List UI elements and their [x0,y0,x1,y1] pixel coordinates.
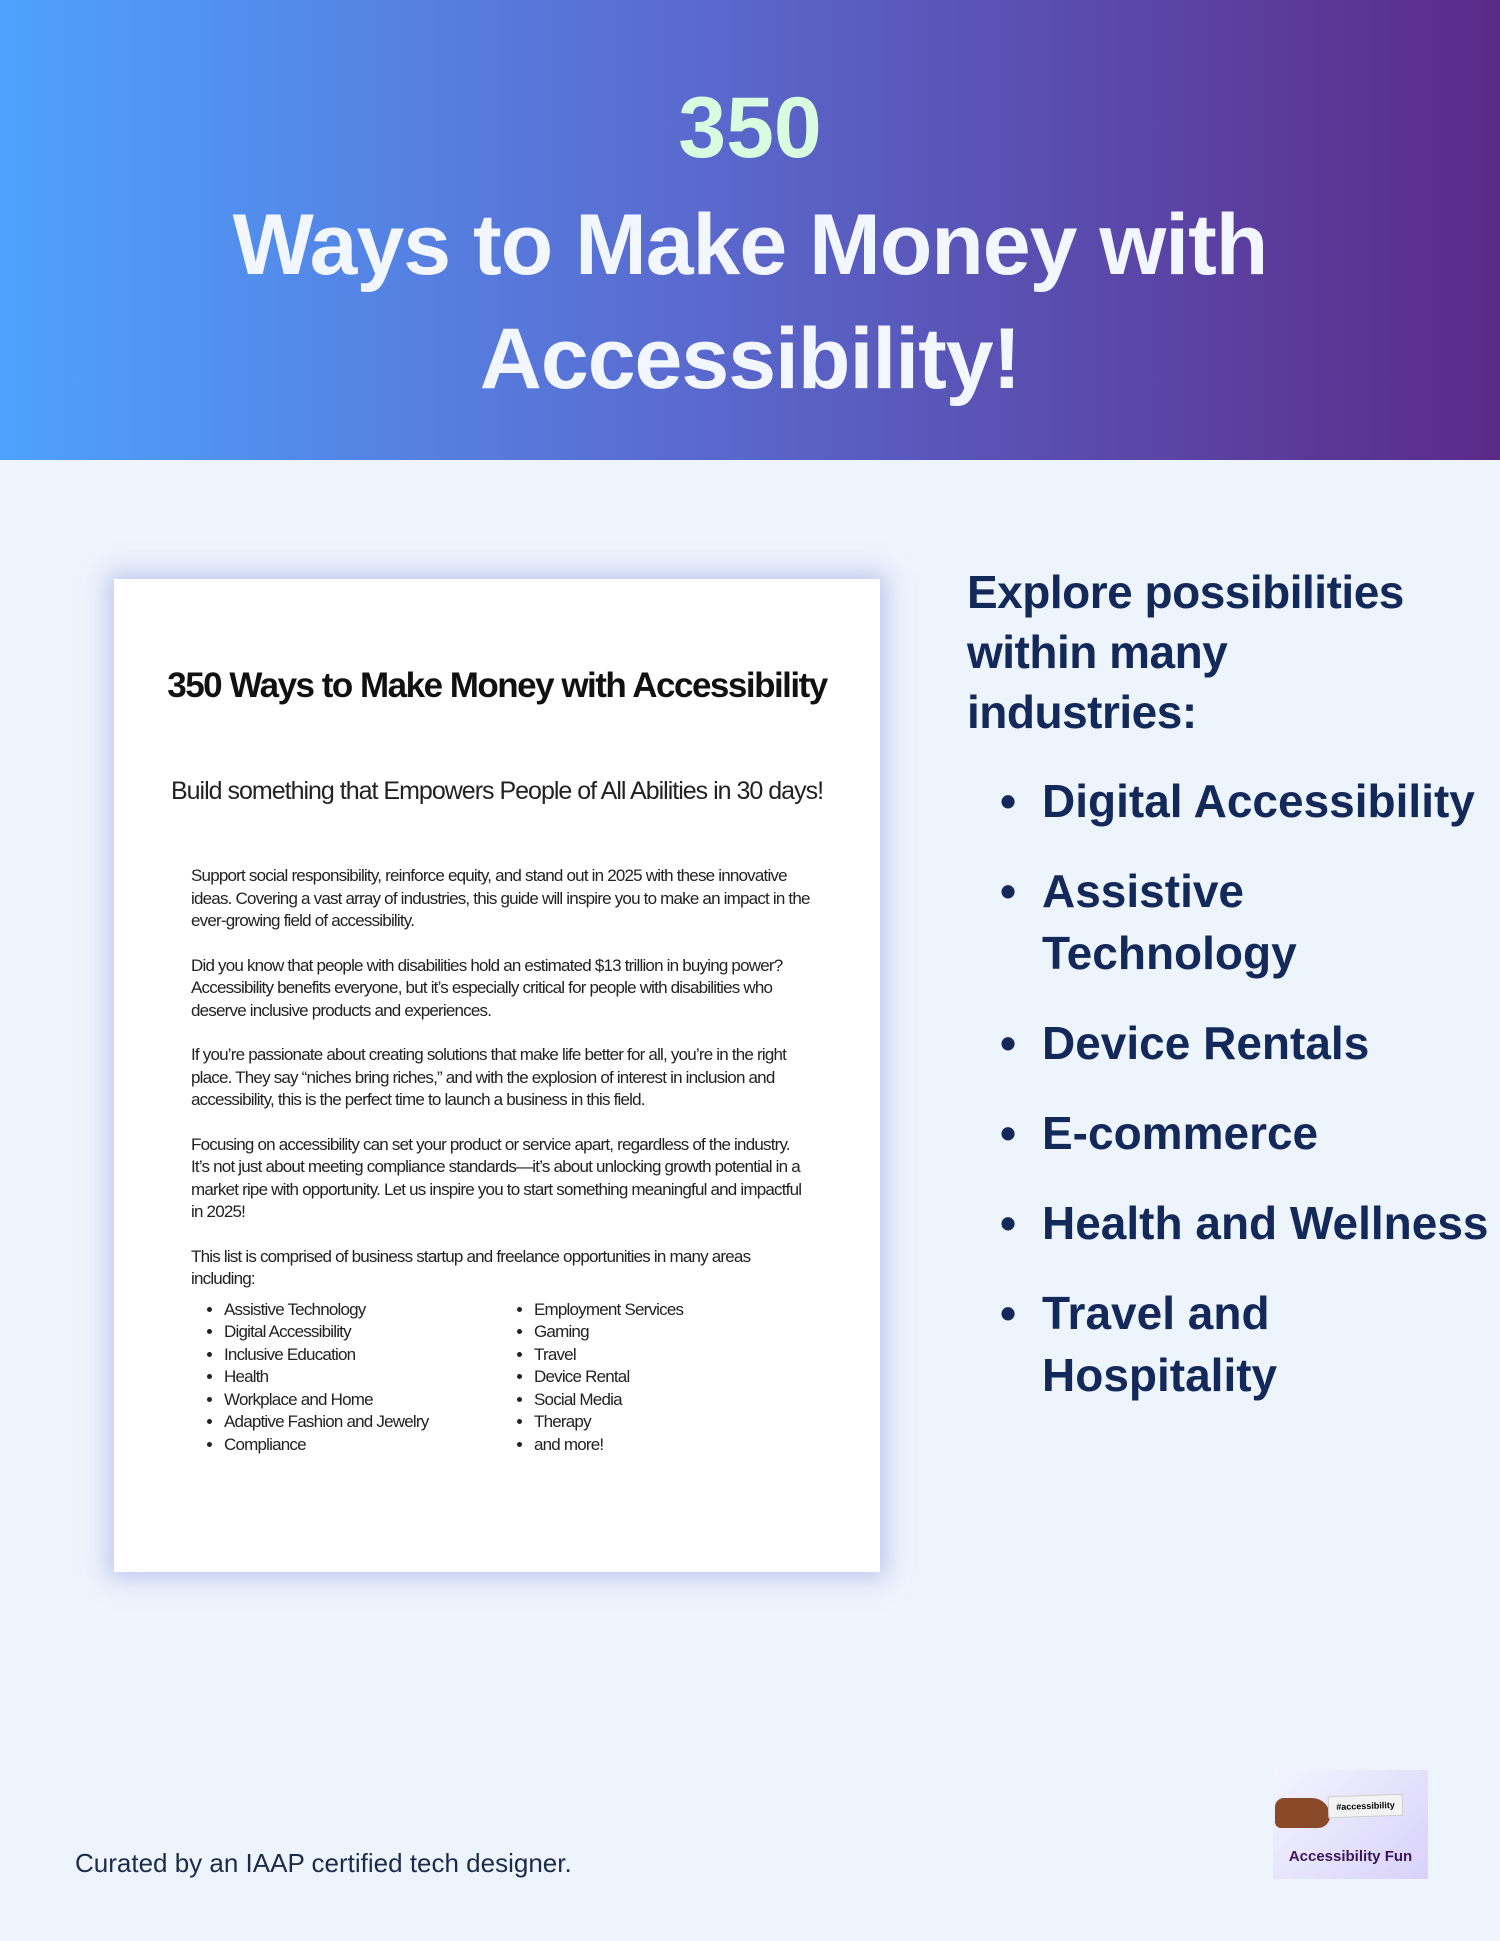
document-subtitle: Build something that Empowers People of All Abilities in 30 days! [170,777,824,805]
list-left [191,1299,501,1457]
paragraph: If you’re passionate about creating solutions that make life better for all, you’re in the right place. They say “niches bring riches,” and with the explosion of interest in inclusion and accessibility, this is the perfect time to launch a business in this field. [191,1045,787,1109]
hand-icon [1275,1798,1330,1828]
document-body [191,865,811,1456]
list-item: • Assistive Technology [1000,860,1500,984]
list-item: • Compliance [224,1434,501,1457]
paragraph: Did you know that people with disabilities hold an estimated $13 trillion in buying power? Accessibility benefits everyone, but it’s especially critical for people with disabilities who deserve inclusive products and experiences. [191,955,783,1020]
logo-name: Accessibility Fun [1288,1848,1413,1865]
list-item: • E-commerce [1000,1102,1500,1164]
hero-banner [0,0,1500,460]
list-item: • Workplace and Home [224,1389,501,1412]
paragraph: Focusing on accessibility can set your product or service apart, regardless of the industry. It’s not just about meeting compliance standards—it’s about unlocking growth potential in a market ripe with opportunity. Let us inspire you to start something meaningful and impactful in 2025! [191,1134,802,1221]
hero-number: 350 [678,80,822,176]
list-item: • Health and Wellness [1000,1192,1500,1254]
list-item: • Gaming [534,1321,811,1344]
list-item: • Social Media [534,1389,811,1412]
list-item: • Adaptive Fashion and Jewelry [224,1411,501,1434]
logo-tag: #accessibility [1328,1794,1404,1819]
document-preview [114,579,880,1572]
list-item: • Therapy [534,1411,811,1434]
paragraph: Support social responsibility, reinforce equity, and stand out in 2025 with these innovative ideas. Covering a vast array of industries, this guide will inspire you to make an impact in the ever-growing field of accessibility. [191,866,810,930]
industries-list [1000,770,1500,1434]
list-item: • Assistive Technology [224,1299,501,1322]
accessibility-fun-logo [1273,1770,1428,1879]
list-item: • Employment Services [534,1299,811,1322]
document-title: 350 Ways to Make Money with Accessibility [167,666,827,705]
list-item: • Digital Accessibility [224,1321,501,1344]
list-item: • and more! [534,1434,811,1457]
industries-heading: Explore possibilities within many industries: [967,566,1404,738]
list-item: • Inclusive Education [224,1344,501,1367]
list-item: • Digital Accessibility [1000,770,1500,832]
paragraph: This list is comprised of business startup and freelance opportunities in many areas including: [191,1246,751,1288]
list-right [501,1299,811,1457]
list-item: • Health [224,1366,501,1389]
footer-credit: Curated by an IAAP certified tech designer. [75,1848,572,1878]
list-item: • Travel [534,1344,811,1367]
list-item: • Device Rentals [1000,1012,1500,1074]
list-item: • Travel and Hospitality [1000,1282,1500,1406]
list-item: • Device Rental [534,1366,811,1389]
hero-title: Ways to Make Money with Accessibility! [232,197,1268,407]
